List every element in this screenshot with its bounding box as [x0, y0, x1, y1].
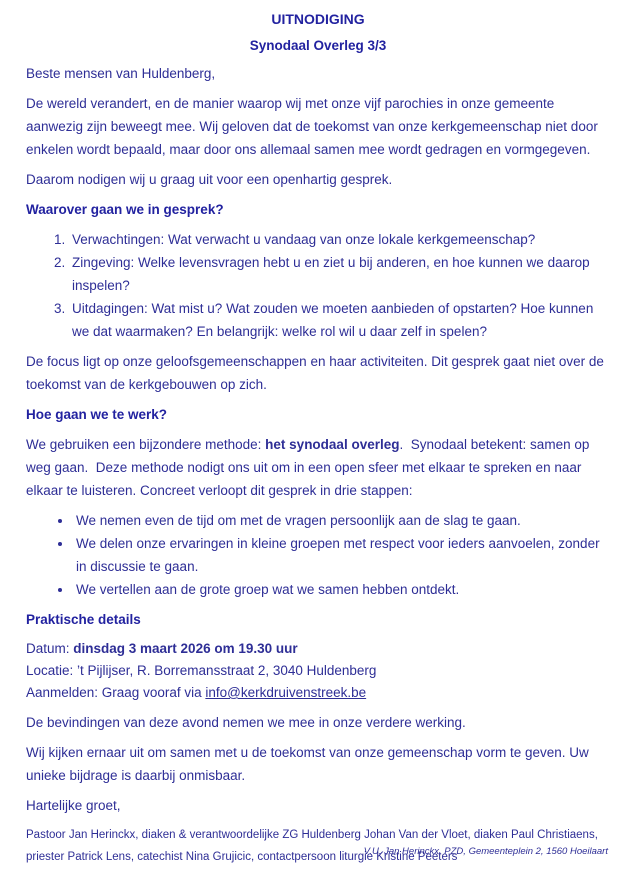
intro-paragraph: De wereld verandert, en de manier waarop wij met onze vijf parochies in onze gemeente aanwezig zijn beweegt mee. Wij geloven dat de toekomst van onze kerkgemeenschap niet door enkelen wordt bepaald, maar door ons allemaal samen mee wordt gedragen en vormgegeven. — [26, 96, 598, 157]
steps-list — [26, 509, 610, 601]
step-item-report: • We vertellen aan de grote groep wat we samen hebben ontdekt. — [73, 578, 610, 601]
method-paragraph — [26, 433, 610, 502]
followup-paragraph: De bevindingen van deze avond nemen we mee in onze verdere werking. — [26, 715, 466, 730]
topic-item-verwachtingen: 1. Verwachtingen: Wat verwacht u vandaag van onze lokale kerkgemeenschap? — [69, 228, 610, 251]
topics-list — [26, 228, 610, 343]
salutation: Beste mensen van Huldenberg, — [26, 66, 216, 81]
date-line — [26, 638, 610, 660]
topic-item-uitdagingen: 3. Uitdagingen: Wat mist u? Wat zouden we moeten aanbieden of opstarten? Hoe kunnen we dat waarmaken? En belangrijk: welke rol wil u daar zelf in spelen? — [69, 297, 610, 343]
email-link[interactable]: info@kerkdruivenstreek.be — [205, 685, 367, 700]
register-line — [26, 682, 610, 704]
details-heading: Praktische details — [26, 612, 141, 627]
imprint-footer: V.U. Jan Herinckx, PZD, Gemeenteplein 2, 1560 Hoeilaart — [363, 846, 608, 857]
topic-item-zingeving: 2. Zingeving: Welke levensvragen hebt u en ziet u bij anderen, en hoe kunnen we daarop inspelen? — [69, 251, 610, 297]
focus-note: De focus ligt op onze geloofsgemeenschappen en haar activiteiten. Dit gesprek gaat niet over de toekomst van de kerkgebouwen op zich. — [26, 354, 604, 392]
practical-details — [26, 638, 610, 704]
method-text-prefix: We gebruiken een bijzondere methode: — [26, 437, 266, 452]
date-value: dinsdag 3 maart 2026 om 19.30 uur — [73, 641, 298, 656]
invite-paragraph: Daarom nodigen wij u graag uit voor een openhartig gesprek. — [26, 172, 393, 187]
topics-heading: Waarover gaan we in gesprek? — [26, 202, 224, 217]
signatories: Pastoor Jan Herinckx, diaken & verantwoordelijke ZG Huldenberg Johan Van der Vloet, diaken Paul Christiaens, priester Patrick Lens, catechist Nina Grujicic, contactpersoon liturgie Kristine Peeters — [26, 829, 598, 863]
greeting: Hartelijke groet, — [26, 798, 121, 813]
method-text-bold: het synodaal overleg — [265, 437, 400, 452]
method-heading: Hoe gaan we te werk? — [26, 407, 168, 422]
document-subtitle: Synodaal Overleg 3/3 — [249, 38, 387, 53]
date-label: Datum: — [26, 641, 74, 656]
method-text-suffix: . Synodaal betekent: samen op weg gaan. Deze methode nodigt ons uit om in een open sfeer met elkaar te spreken en naar elkaar te luisteren. Concreet verloopt dit gesprek in drie stappen: — [26, 437, 594, 498]
closing-paragraph: Wij kijken ernaar uit om samen met u de toekomst van onze gemeenschap vorm te geven. Uw unieke bijdrage is daarbij onmisbaar. — [26, 745, 589, 783]
step-item-personal: • We nemen even de tijd om met de vragen persoonlijk aan de slag te gaan. — [73, 509, 610, 532]
step-item-share: • We delen onze ervaringen in kleine groepen met respect voor ieders aanvoelen, zonder in discussie te gaan. — [73, 532, 610, 578]
register-label: Aanmelden: Graag vooraf via — [26, 685, 206, 700]
location-line: Locatie: ’t Pijlijser, R. Borremansstraat 2, 3040 Huldenberg — [26, 663, 377, 678]
document-title: UITNODIGING — [271, 11, 365, 27]
